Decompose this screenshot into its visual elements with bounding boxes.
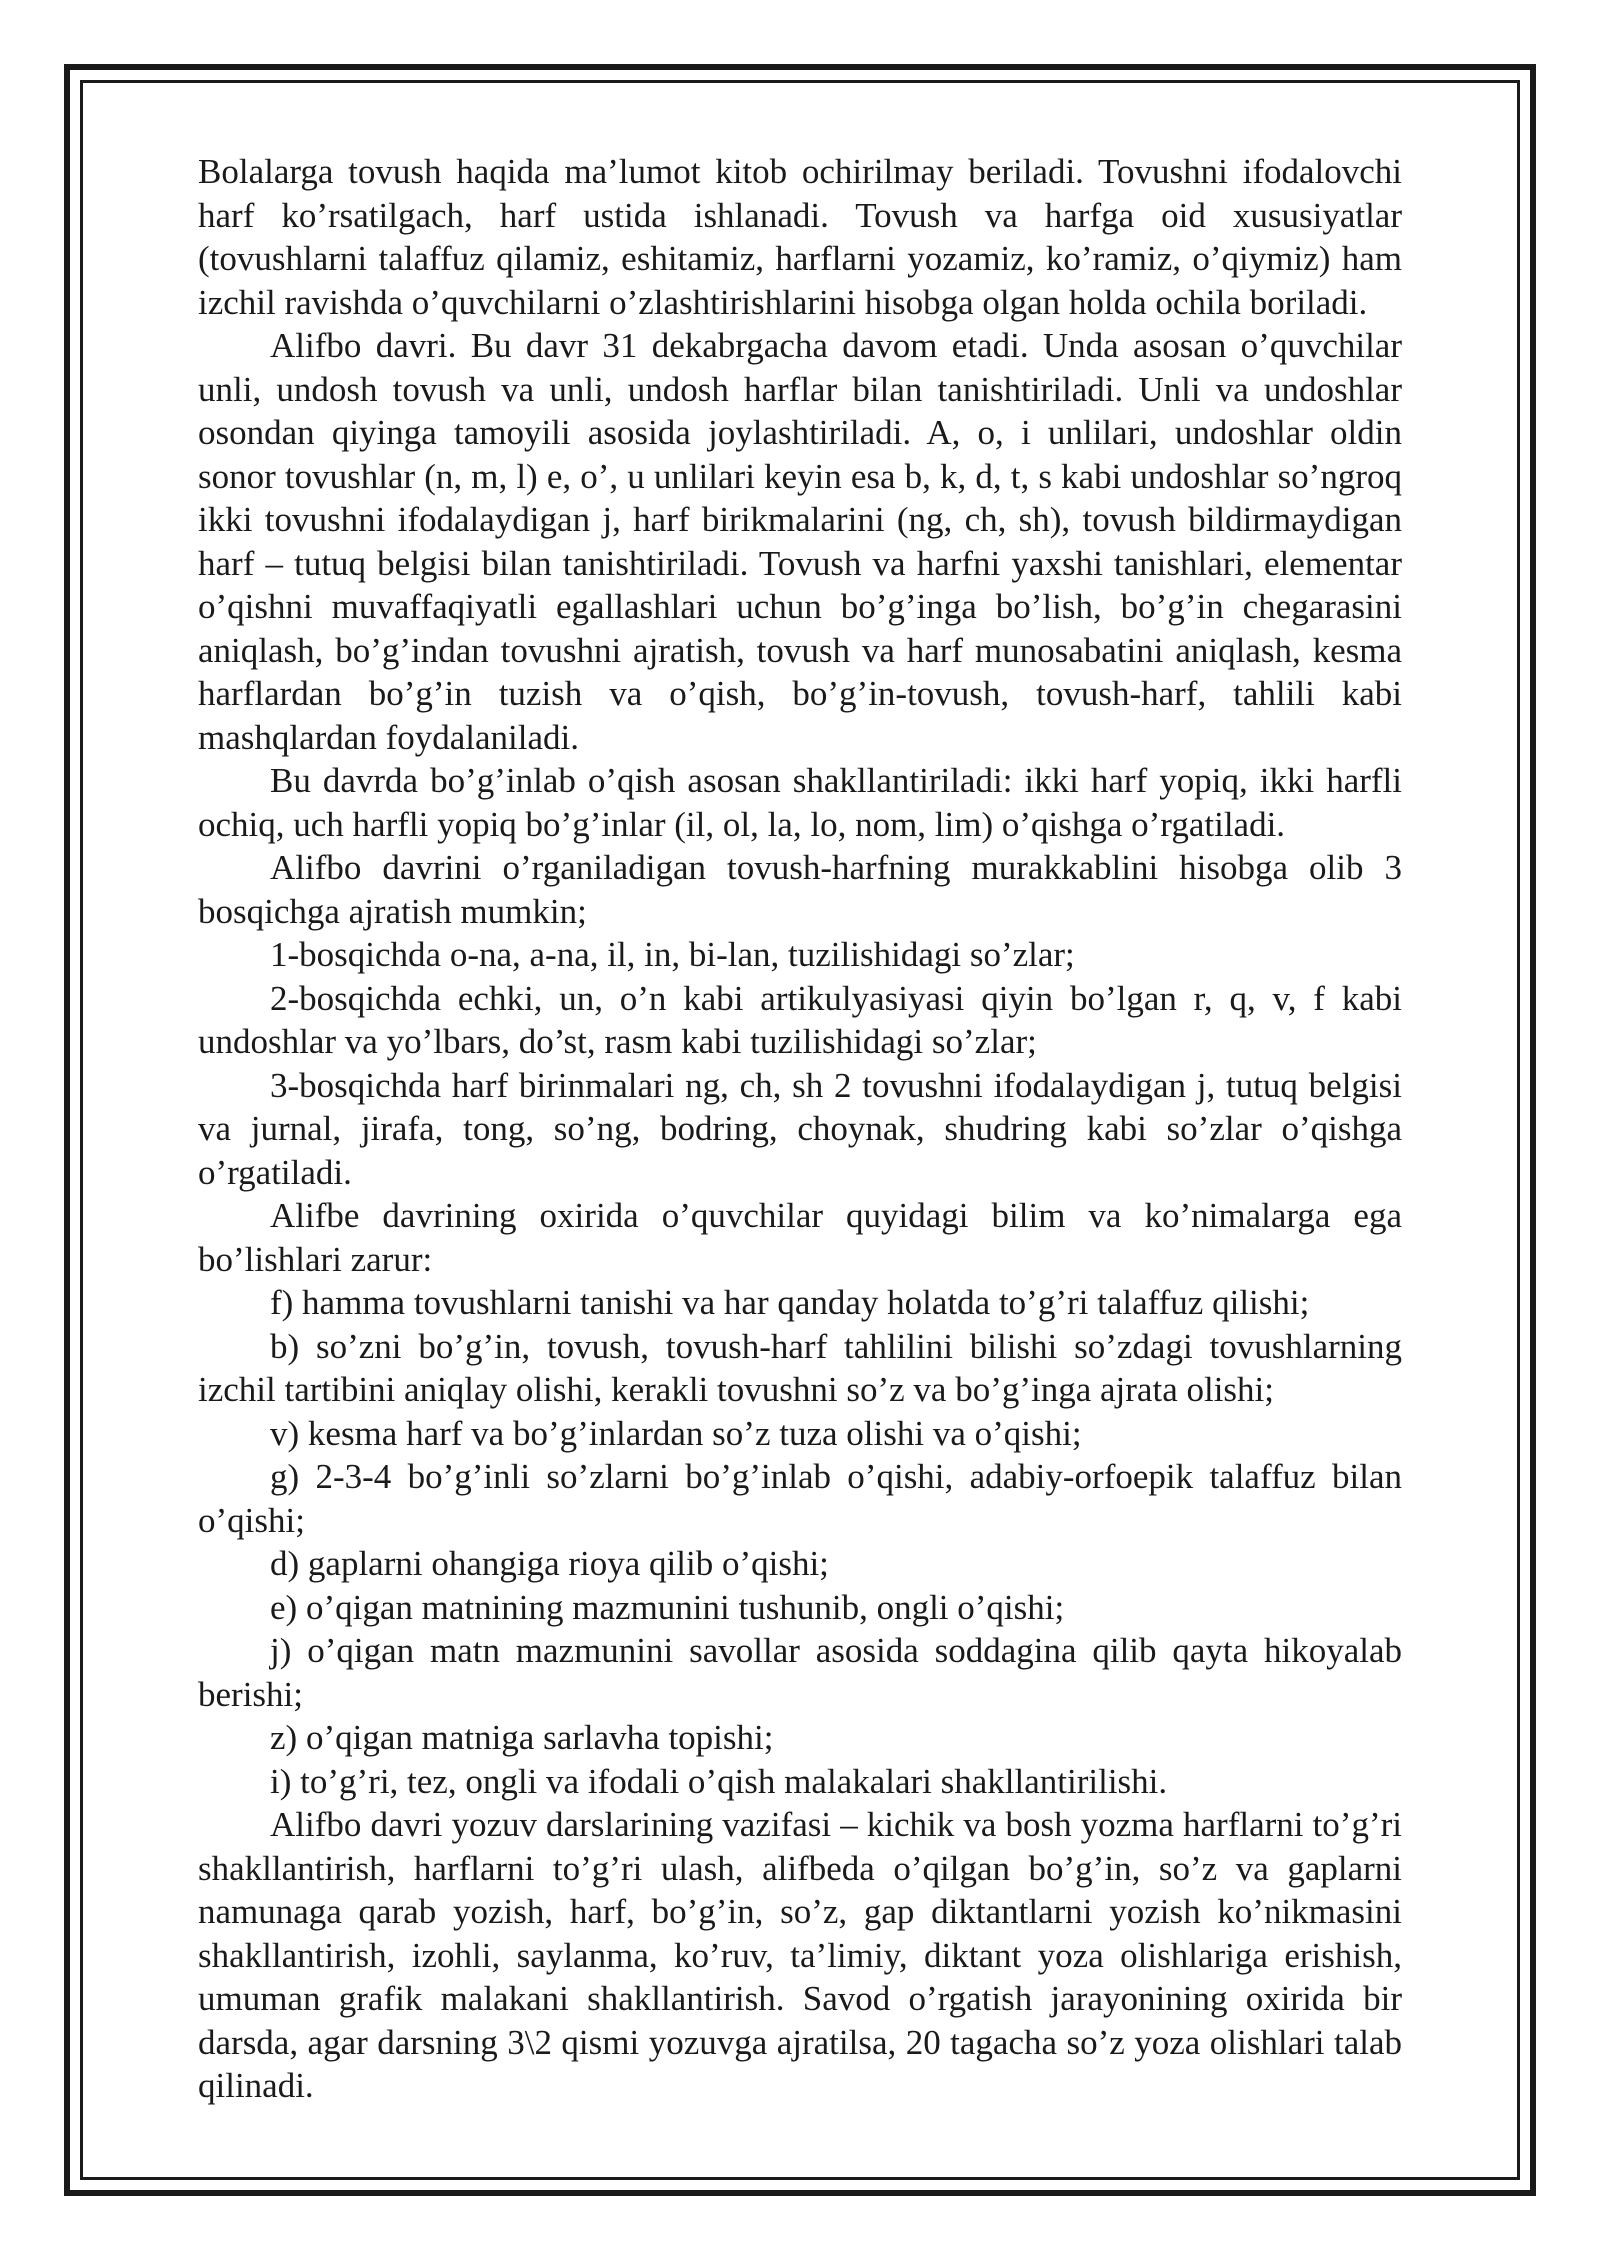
list-item-i: i) to’g’ri, tez, ongli va ifodali o’qish malakalari shakllantirilishi. bbox=[270, 1761, 1168, 1801]
paragraph-yozuv-darslari: Alifbo davri yozuv darslarining vazifasi – kichik va bosh yozma harflarni to’g’ri shakllantirish, harflarni to’g’ri ulash, alifbeda o’qilgan bo’g’in, so’z va gaplarni namunaga qarab yozish, harf, bo’g’in, so’z, gap diktantlarni yozish ko’nikmasini shakllantirish, izohli, saylanma, ko’ruv, ta’limiy, diktant yoza olishlariga erishish, umuman grafik malakani shakllantirish. Savod o’rgatish jarayonining oxirida bir darsda, agar darsning 3\2 qismi yozuvga ajratilsa, 20 tagacha so’z yoza olishlari talab qilinadi. bbox=[198, 1805, 1402, 2105]
list-item-d: d) gaplarni ohangiga rioya qilib o’qishi; bbox=[270, 1544, 829, 1583]
document-body bbox=[198, 150, 1402, 2108]
list-item-f: f) hamma tovushlarni tanishi va har qanday holatda to’g’ri talaffuz qilishi; bbox=[270, 1283, 1310, 1322]
paragraph-bosqich-3: 3-bosqichda harf birinmalari ng, ch, sh 2 tovushni ifodalaydigan j, tutuq belgisi va jurnal, jirafa, tong, so’ng, bodring, choynak, shudring kabi so’zlar o’qishga o’rgatiladi. bbox=[198, 1065, 1402, 1192]
paragraph-intro: Bolalarga tovush haqida ma’lumot kitob ochirilmay beriladi. Tovushni ifodalovchi harf ko’rsatilgach, harf ustida ishlanadi. Tovush va harfga oid xususiyatlar (tovushlarni talaffuz qilamiz, eshitamiz, harflarni yozamiz, ko’ramiz, o’qiymiz) ham izchil ravishda o’quvchilarni o’zlashtirishlarini hisobga olgan holda ochila boriladi. bbox=[198, 152, 1402, 322]
list-item-e: e) o’qigan matnining mazmunini tushunib, ongli o’qishi; bbox=[270, 1587, 1065, 1627]
list-item-b: b) so’zni bo’g’in, tovush, tovush-harf tahlilini bilishi so’zdagi tovushlarning izchil tartibini aniqlay olishi, kerakli tovushni so’z va bo’g’inga ajrata olishi; bbox=[198, 1326, 1402, 1409]
paragraph-bosqichlar: Alifbo davrini o’rganiladigan tovush-harfning murakkablini hisobga olib 3 bosqichga ajratish mumkin; bbox=[198, 848, 1402, 931]
paragraph-bosqich-1: 1-bosqichda o-na, a-na, il, in, bi-lan, tuzilishidagi so’zlar; bbox=[270, 935, 1075, 974]
list-item-z: z) o’qigan matniga sarlavha topishi; bbox=[270, 1718, 774, 1757]
list-item-v: v) kesma harf va bo’g’inlardan so’z tuza olishi va o’qishi; bbox=[270, 1413, 1082, 1453]
list-item-j: j) o’qigan matn mazmunini savollar asosida soddagina qilib qayta hikoyalab berishi; bbox=[198, 1631, 1402, 1714]
list-item-g: g) 2-3-4 bo’g’inli so’zlarni bo’g’inlab o’qishi, adabiy-orfoepik talaffuz bilan o’qishi; bbox=[198, 1457, 1402, 1540]
paragraph-bosqich-2: 2-bosqichda echki, un, o’n kabi artikulyasiyasi qiyin bo’lgan r, q, v, f kabi undoshlar va yo’lbars, do’st, rasm kabi tuzilishidagi so’zlar; bbox=[198, 978, 1402, 1061]
paragraph-alifbo-davri: Alifbo davri. Bu davr 31 dekabrgacha davom etadi. Unda asosan o’quvchilar unli, undosh tovush va unli, undosh harflar bilan tanishtiriladi. Unli va undoshlar osondan qiyinga tamoyili asosida joylashtiriladi. A, o, i unlilari, undoshlar oldin sonor tovushlar (n, m, l) e, o’, u unlilari keyin esa b, k, d, t, s kabi undoshlar so’ngroq ikki tovushni ifodalaydigan j, harf birikmalarini (ng, ch, sh), tovush bildirmaydigan harf – tutuq belgisi bilan tanishtiriladi. Tovush va harfni yaxshi tanishlari, elementar o’qishni muvaffaqiyatli egallashlari uchun bo’g’inga bo’lish, bo’g’in chegarasini aniqlash, bo’g’indan tovushni ajratish, tovush va harf munosabatini aniqlash, kesma harflardan bo’g’in tuzish va o’qish, bo’g’in-tovush, tovush-harf, tahlili kabi mashqlardan foydalaniladi. bbox=[198, 326, 1402, 757]
paragraph-bilim-konikmalar: Alifbe davrining oxirida o’quvchilar quyidagi bilim va ko’nimalarga ega bo’lishlari zarur: bbox=[198, 1196, 1402, 1279]
paragraph-boginlab-oqish: Bu davrda bo’g’inlab o’qish asosan shakllantiriladi: ikki harf yopiq, ikki harfli ochiq, uch harfli yopiq bo’g’inlar (il, ol, la, lo, nom, lim) o’qishga o’rgatiladi. bbox=[198, 761, 1402, 844]
